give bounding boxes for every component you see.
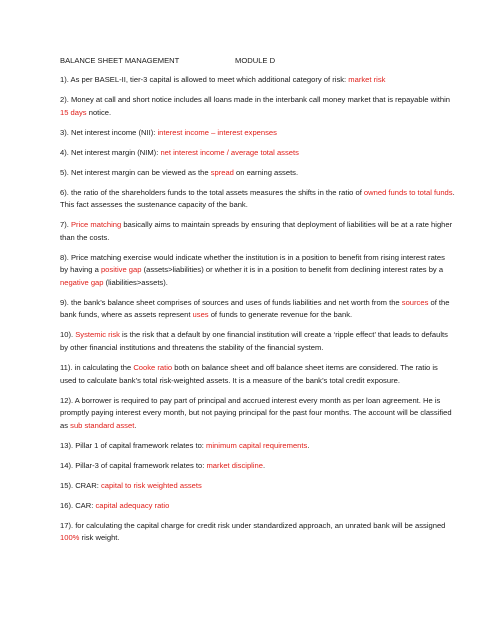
question-text: 5). Net interest margin can be viewed as the	[60, 167, 211, 177]
question-text: 10).	[60, 330, 76, 340]
question-item	[60, 127, 455, 140]
answer-highlight: Price matching	[70, 220, 122, 230]
question-item	[60, 167, 455, 180]
question-text: 16). CAR:	[60, 500, 96, 510]
document-title: BALANCE SHEET MANAGEMENT	[60, 56, 180, 65]
question-text: 12). A borrower is required to pay part of principal and accrued interest every month as per loan agreement. He is promptly paying interest every month, but not paying principal for the past four months. The account will be classified as	[60, 395, 452, 430]
question-text: 4). Net interest margin (NIM):	[60, 147, 161, 157]
module-label: MODULE D	[235, 56, 276, 65]
question-text: basically aims to maintain spreads by ensuring that deployment of liabilities will be at a rate higher than the costs.	[60, 220, 453, 242]
question-text: is the risk that a default by one financial institution will create a ‘ripple effect’ that leads to defaults by other financial institutions and threatens the stability of the financial system.	[60, 330, 448, 353]
question-text: 9). the bank’s balance sheet comprises of sources and uses of funds liabilities and net worth from the	[60, 297, 402, 307]
question-text: risk weight.	[79, 533, 120, 543]
question-text: (assets>liabilities) or whether it is in a position to benefit from declining interest rates by a	[141, 265, 444, 275]
question-item	[60, 395, 455, 433]
question-item	[60, 94, 455, 119]
answer-highlight: net interest income / average total assets	[160, 147, 299, 157]
question-text: 8). Price matching exercise would indicate whether the institution is in a position to benefit from rising interest rates by having a	[60, 252, 445, 275]
question-item	[60, 520, 455, 545]
question-item	[60, 252, 455, 290]
question-text: 14). Pillar-3 of capital framework relates to:	[60, 460, 207, 470]
question-text: .	[263, 460, 266, 470]
question-text: (liabilities>assets).	[103, 277, 168, 287]
question-text: of the bank funds, where as assets represent	[60, 297, 450, 320]
answer-highlight: sub standard asset	[70, 420, 135, 430]
question-item	[60, 460, 455, 473]
question-item	[60, 500, 455, 513]
answer-highlight: capital adequacy ratio	[95, 500, 170, 510]
question-item	[60, 480, 455, 493]
answer-highlight: interest income – interest expenses	[157, 127, 277, 137]
question-text: 6). the ratio of the shareholders funds to the total assets measures the shifts in the ratio of	[60, 187, 364, 197]
question-item	[60, 187, 455, 212]
question-item	[60, 219, 455, 244]
answer-highlight: uses	[192, 310, 209, 320]
answer-highlight: Cooke ratio	[133, 363, 173, 372]
question-text: 2). Money at call and short notice includes all loans made in the interbank call money market that is repayable within	[60, 94, 451, 104]
question-text: .	[134, 420, 137, 430]
question-text: 17). for calculating the capital charge for credit risk under standardized approach, an unrated bank will be assigned	[60, 520, 446, 530]
answer-highlight: sources	[401, 297, 429, 307]
answer-highlight: Systemic risk	[75, 330, 120, 340]
question-text: . This fact assesses the sustenance capacity of the bank.	[60, 187, 455, 210]
answer-highlight: 15 days	[60, 107, 87, 117]
question-item	[60, 329, 455, 354]
question-item	[60, 147, 455, 160]
question-text: 7).	[60, 220, 71, 230]
document-header	[60, 55, 455, 66]
question-text: of funds to generate revenue for the bank.	[208, 310, 353, 320]
answer-highlight: market discipline	[206, 460, 264, 470]
answer-highlight: spread	[210, 167, 234, 177]
answer-highlight: 100%	[60, 533, 80, 543]
question-text: 1). As per BASEL-II, tier-3 capital is allowed to meet which additional category of risk:	[60, 75, 349, 84]
question-text: 11). in calculating the	[60, 363, 134, 372]
question-text: .	[307, 440, 310, 450]
question-text: 13). Pillar 1 of capital framework relates to:	[60, 440, 207, 450]
question-text: notice.	[86, 107, 112, 117]
question-text: 15). CRAR:	[60, 480, 101, 490]
question-text: 3). Net interest income (NII):	[60, 127, 158, 137]
question-list	[60, 74, 455, 545]
question-text: both on balance sheet and off balance sheet items are considered. The ratio is used to calculate bank’s total risk-weighted assets. It is a measure of the bank’s total credit exposure.	[60, 363, 438, 385]
answer-highlight: market risk	[348, 75, 386, 84]
answer-highlight: capital to risk weighted assets	[100, 480, 202, 490]
answer-highlight: minimum capital requirements	[206, 440, 308, 450]
answer-highlight: owned funds to total funds	[363, 187, 453, 197]
question-item	[60, 362, 455, 387]
question-item	[60, 440, 455, 453]
answer-highlight: negative gap	[60, 277, 104, 287]
question-item	[60, 74, 455, 87]
question-item	[60, 297, 455, 322]
question-text: on earning assets.	[233, 167, 299, 177]
answer-highlight: positive gap	[100, 265, 142, 275]
